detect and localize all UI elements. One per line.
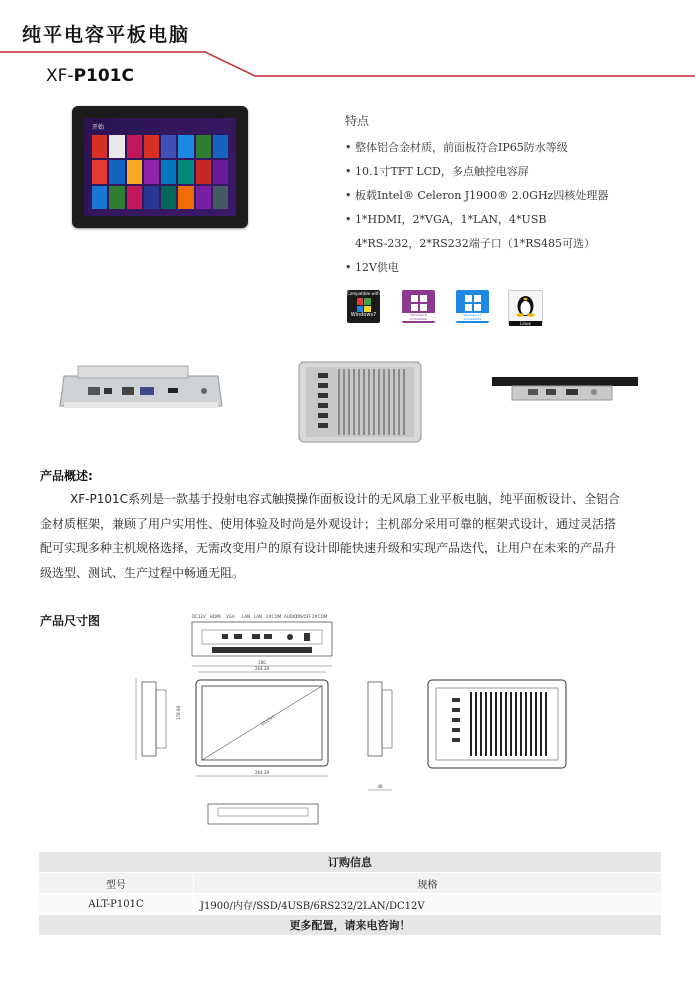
heatsink-fin xyxy=(383,369,385,435)
tablet-back-view-photo xyxy=(298,361,422,443)
order-table xyxy=(38,851,662,936)
dim-width-top: 280 xyxy=(258,660,266,665)
start-tile xyxy=(196,186,211,209)
overview-heading: 产品概述: xyxy=(40,469,93,483)
features-heading: 特点 xyxy=(345,114,370,128)
feature-item: • 整体铝合金材质，前面板符合IP65防水等级 xyxy=(345,141,568,154)
start-tile xyxy=(109,160,124,183)
order-title: 订购信息 xyxy=(39,852,662,873)
port-label: DC12V xyxy=(192,614,206,619)
port-label: AUDIO xyxy=(284,614,298,619)
heatsink-fin xyxy=(393,369,395,435)
heatsink-fin xyxy=(525,692,527,756)
dim-height: 178.98 xyxy=(176,706,181,720)
start-tile xyxy=(213,135,228,158)
model-code: P101C xyxy=(73,66,134,86)
dim-depth: 48 xyxy=(377,784,383,789)
dimension-drawing xyxy=(130,608,600,834)
heatsink-fin xyxy=(495,692,497,756)
start-tile xyxy=(213,186,228,209)
start-tile xyxy=(161,135,176,158)
heatsink-fin xyxy=(480,692,482,756)
start-tile xyxy=(196,135,211,158)
windows7-logo-icon xyxy=(347,290,380,323)
dimensions-heading: 产品尺寸图 xyxy=(40,614,101,628)
col-header-spec: 规格 xyxy=(194,873,662,894)
start-tile xyxy=(144,160,159,183)
heatsink-fin xyxy=(338,369,340,435)
heatsink-fin xyxy=(510,692,512,756)
heatsink-fin xyxy=(540,692,542,756)
heatsink-fin xyxy=(500,692,502,756)
port-label: 2#COM xyxy=(312,614,328,619)
tile-grid xyxy=(92,135,228,209)
heatsink-fin xyxy=(505,692,507,756)
heatsink-fin xyxy=(358,369,360,435)
heatsink-fin xyxy=(343,369,345,435)
feature-item: • 10.1寸TFT LCD，多点触控电容屏 xyxy=(345,165,529,178)
svg-text:DC12VHDMIVGALANLAN2#COMAUDIOON xyxy=(192,614,328,619)
start-tile xyxy=(127,186,142,209)
heatsink-fin xyxy=(490,692,492,756)
heatsink-fin xyxy=(353,369,355,435)
os-logo-bottom: Windows7 xyxy=(350,312,377,318)
start-tile xyxy=(178,160,193,183)
dim-diagonal: 10.1TFT xyxy=(259,714,277,727)
heatsink-fin xyxy=(520,692,522,756)
start-tile xyxy=(161,160,176,183)
start-tile xyxy=(92,160,107,183)
dim-width-bottom: 264.28 xyxy=(255,770,269,775)
heatsink-fin xyxy=(485,692,487,756)
model-prefix: XF- xyxy=(46,66,74,86)
heatsink-fin xyxy=(378,369,380,435)
dim-width-top2: 264.28 xyxy=(255,666,269,671)
windows8-logo-icon xyxy=(402,290,435,323)
start-tile xyxy=(213,160,228,183)
heatsink-fin xyxy=(535,692,537,756)
heatsink-fin xyxy=(475,692,477,756)
start-tile xyxy=(161,186,176,209)
port-label: LAN xyxy=(254,614,263,619)
heatsink-fin xyxy=(398,369,400,435)
start-label: 开始 xyxy=(92,124,105,131)
start-tile xyxy=(127,160,142,183)
os-logo-bottom: Linux xyxy=(509,321,542,326)
doc-title: 纯平电容平板电脑 xyxy=(22,24,191,46)
port-label: VGA xyxy=(226,614,235,619)
heatsink-fin xyxy=(363,369,365,435)
windows-flag-icon xyxy=(411,295,427,311)
heatsink-fin xyxy=(368,369,370,435)
start-tile xyxy=(109,135,124,158)
os-logo-bottom: Windows 10 Compatible xyxy=(456,313,489,321)
col-header-model: 型号 xyxy=(39,873,194,894)
start-tile xyxy=(196,160,211,183)
heatsink-fin xyxy=(545,692,547,756)
start-tile xyxy=(144,186,159,209)
port-label: 2#COM xyxy=(266,614,282,619)
order-footer: 更多配置，请来电咨询！ xyxy=(39,915,662,936)
heatsink-fin xyxy=(403,369,405,435)
port-label: HDMI xyxy=(210,614,221,619)
cell-model: ALT-P101C xyxy=(39,894,194,915)
port-label: LAN xyxy=(242,614,251,619)
overview-paragraph: XF-P101C系列是一款基于投射电容式触摸操作面板设计的无风扇工业平板电脑，纯平面板设计、全铝合金材质框架，兼顾了用户实用性、使用体验及时尚是外观设计；主机部分采用可靠的框架式设计，通过灵活搭配可实现多种主机规格选择，无需改变用户的原有设计即能快速升级和实现产品迭代，让用户在未来的产品升级选型、测试、生产过程中畅通无阻。 xyxy=(40,492,620,580)
tablet-screen xyxy=(84,118,236,216)
start-tile xyxy=(178,186,193,209)
windows-flag-icon xyxy=(357,298,371,312)
heatsink-fin xyxy=(388,369,390,435)
start-tile xyxy=(127,135,142,158)
heatsink-fin xyxy=(373,369,375,435)
heatsink-fin xyxy=(348,369,350,435)
feature-item: • 1*HDMI，2*VGA，1*LAN，4*USB xyxy=(345,213,547,226)
model-name xyxy=(46,66,134,86)
windows10-logo-icon xyxy=(456,290,489,323)
heatsink-fin xyxy=(470,692,472,756)
feature-item: • 板载Intel® Celeron J1900® 2.0GHz四核处理器 xyxy=(345,189,609,202)
start-tile xyxy=(109,186,124,209)
tablet-top-view-photo xyxy=(490,374,640,408)
tablet-front-photo xyxy=(72,106,248,228)
tablet-bottom-view-photo xyxy=(58,352,224,414)
heatsink-fin xyxy=(515,692,517,756)
port-label: ON/OFF xyxy=(296,614,312,619)
start-tile xyxy=(144,135,159,158)
heatsink-fin xyxy=(530,692,532,756)
start-tile xyxy=(92,186,107,209)
os-logo-top: Compatible with xyxy=(347,291,380,296)
windows-flag-icon xyxy=(465,295,481,311)
cell-spec: J1900/内存/SSD/4USB/6RS232/2LAN/DC12V xyxy=(194,894,662,915)
start-tile xyxy=(92,135,107,158)
feature-item: 4*RS-232，2*RS232端子口（1*RS485可选） xyxy=(355,237,596,250)
start-tile xyxy=(178,135,193,158)
feature-item: • 12V供电 xyxy=(345,261,399,274)
linux-logo-icon xyxy=(508,290,543,325)
tux-penguin-icon xyxy=(509,291,542,317)
os-logo-bottom: Windows 8 Compatible xyxy=(402,313,435,321)
